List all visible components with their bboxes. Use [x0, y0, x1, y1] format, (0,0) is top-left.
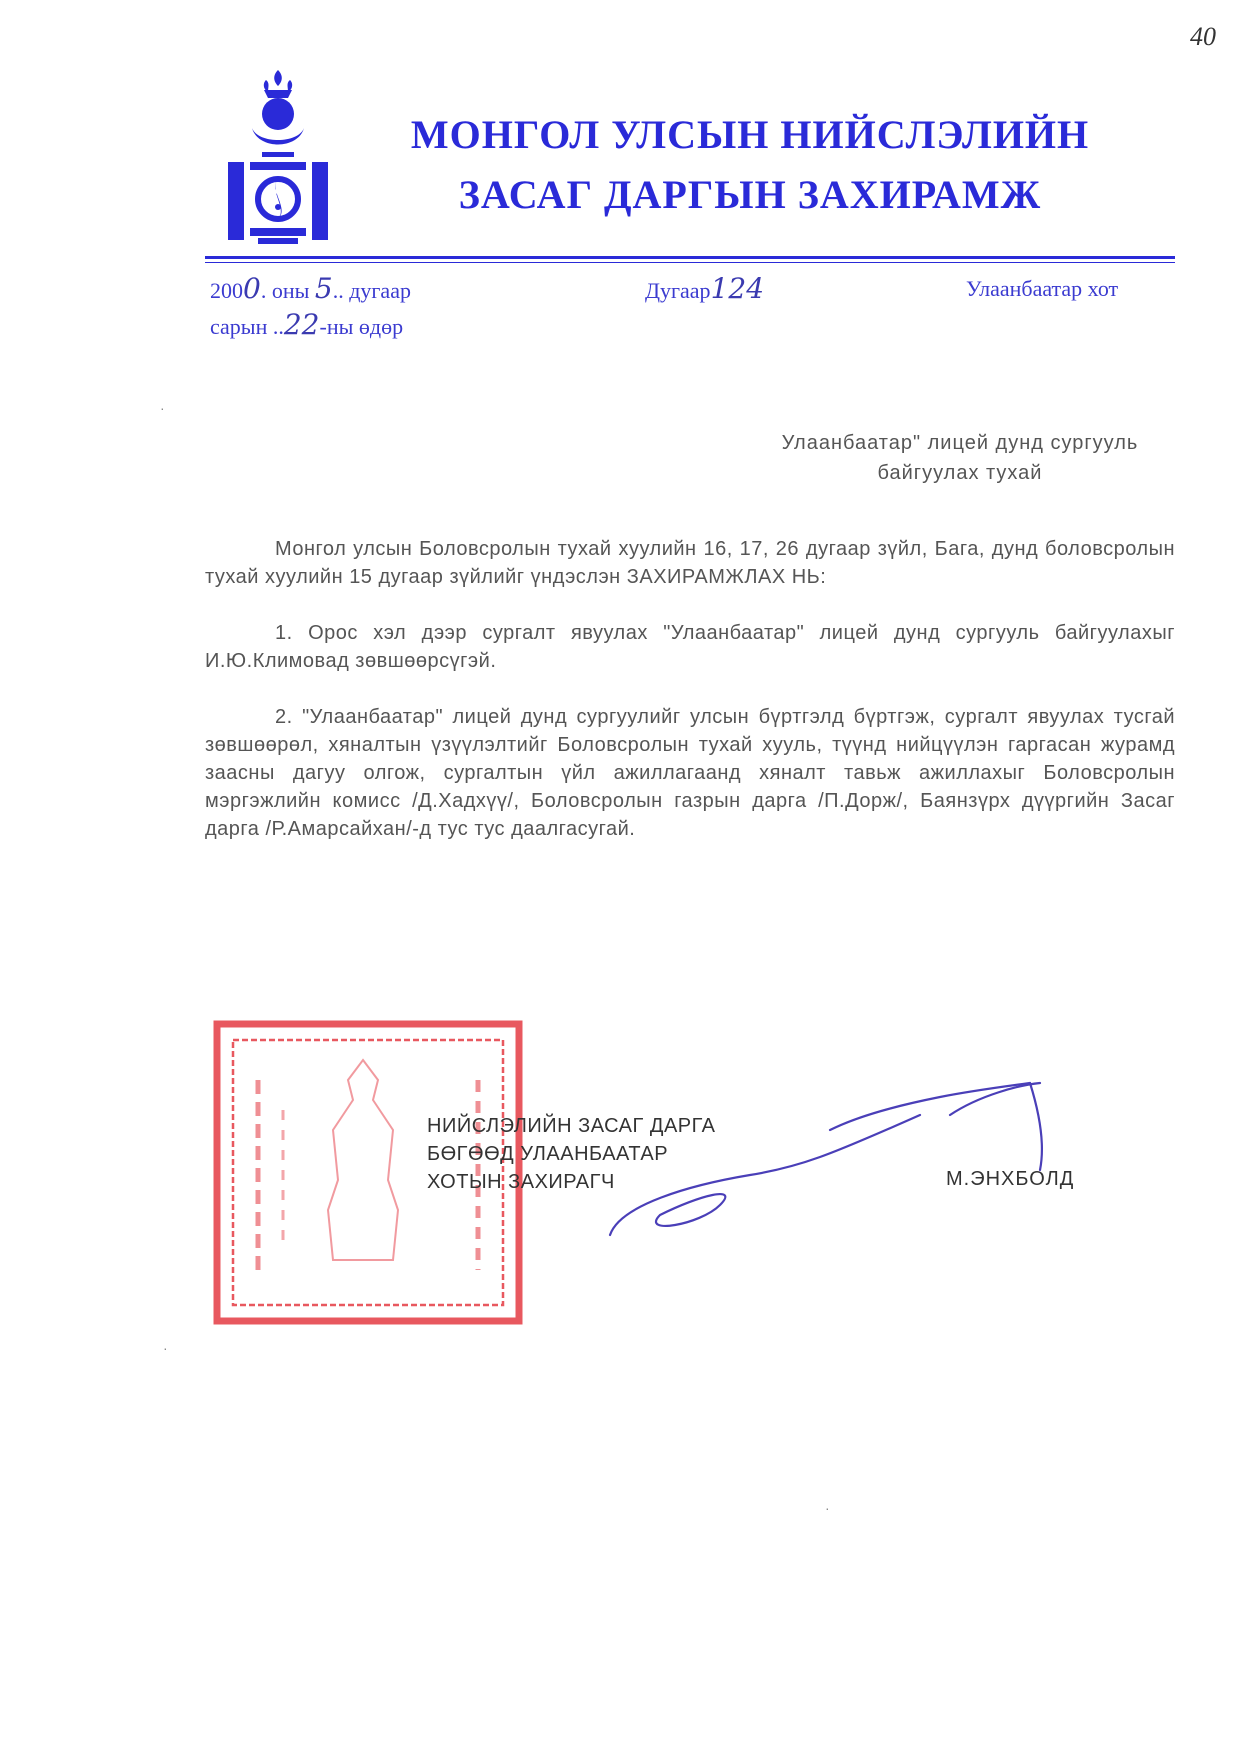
date-block — [210, 272, 411, 344]
number-label: Дугаар — [645, 278, 711, 303]
day-value: 22 — [283, 308, 320, 341]
heading-line-1: МОНГОЛ УЛСЫН НИЙСЛЭЛИЙН — [410, 112, 1090, 157]
document-heading — [370, 105, 1130, 225]
signatory-title-line-3: ХОТЫН ЗАХИРАГЧ — [427, 1171, 615, 1193]
date-line-2 — [210, 308, 411, 344]
scan-speck: · — [160, 400, 165, 416]
document-subject — [700, 428, 1220, 488]
page-number: 40 — [1190, 22, 1216, 51]
scan-speck: · — [825, 1500, 830, 1516]
state-emblem-icon — [228, 70, 328, 248]
document-body — [205, 535, 1175, 871]
heading-line-2: ЗАСАГ ДАРГЫН ЗАХИРАМЖ — [458, 172, 1042, 217]
header-rule-thin — [205, 262, 1175, 263]
signatory-title — [427, 1112, 715, 1196]
day-suffix: -ны өдөр — [319, 314, 404, 339]
body-paragraph-2: 1. Орос хэл дээр сургалт явуулах "Улаанбаатар" лицей дунд сургууль байгуулахыг И.Ю.Климовад зөвшөөрсүгэй. — [205, 622, 1175, 672]
year-prefix: 200 — [210, 278, 243, 303]
body-paragraph-1: Монгол улсын Боловсролын тухай хуулийн 16, 17, 26 дугаар зүйл, Бага, дунд боловсролын тухай хуулийн 15 дугаар зүйлийг үндэслэн ЗАХИРАМЖЛАХ НЬ: — [205, 538, 1175, 588]
number-value: 124 — [710, 272, 765, 305]
scan-speck: · — [163, 1340, 168, 1356]
year-suffix: . оны — [260, 278, 310, 303]
month-value: 5 — [314, 272, 333, 305]
day-prefix: сарын .. — [210, 314, 284, 339]
subject-line-2: байгуулах тухай — [877, 462, 1043, 484]
date-line-1 — [210, 272, 411, 308]
subject-line-1: Улаанбаатар" лицей дунд сургууль — [781, 432, 1139, 454]
signatory-title-line-2: БӨГӨӨД УЛААНБААТАР — [427, 1143, 669, 1165]
signatory-name: М.ЭНХБОЛД — [946, 1168, 1075, 1190]
year-digit: 0 — [243, 272, 261, 305]
header-rule-thick — [205, 256, 1175, 259]
signatory-title-line-1: НИЙСЛЭЛИЙН ЗАСАГ ДАРГА — [427, 1115, 716, 1137]
body-paragraph-3: 2. "Улаанбаатар" лицей дунд сургуулийг улсын бүртгэлд бүртгэж, сургалт явуулах тусгай зөвшөөрөл, хяналтын үзүүлэлтийг Боловсролын тухай хууль, түүнд нийцүүлэн гаргасан журамд заасны дагуу олгож, сургалтын үйл ажиллагаанд хяналт тавьж ажиллахыг Боловсролын мэргэжлийн комисс /Д.Хадхүү/, Боловсролын газрын дарга /П.Дорж/, Баянзүрх дүүргийн Засаг дарга /Р.Амарсайхан/-д тус тус даалгасугай. — [205, 706, 1175, 840]
city-label: Улаанбаатар хот — [966, 276, 1119, 301]
month-suffix: .. дугаар — [332, 278, 411, 303]
document-number — [645, 272, 764, 308]
